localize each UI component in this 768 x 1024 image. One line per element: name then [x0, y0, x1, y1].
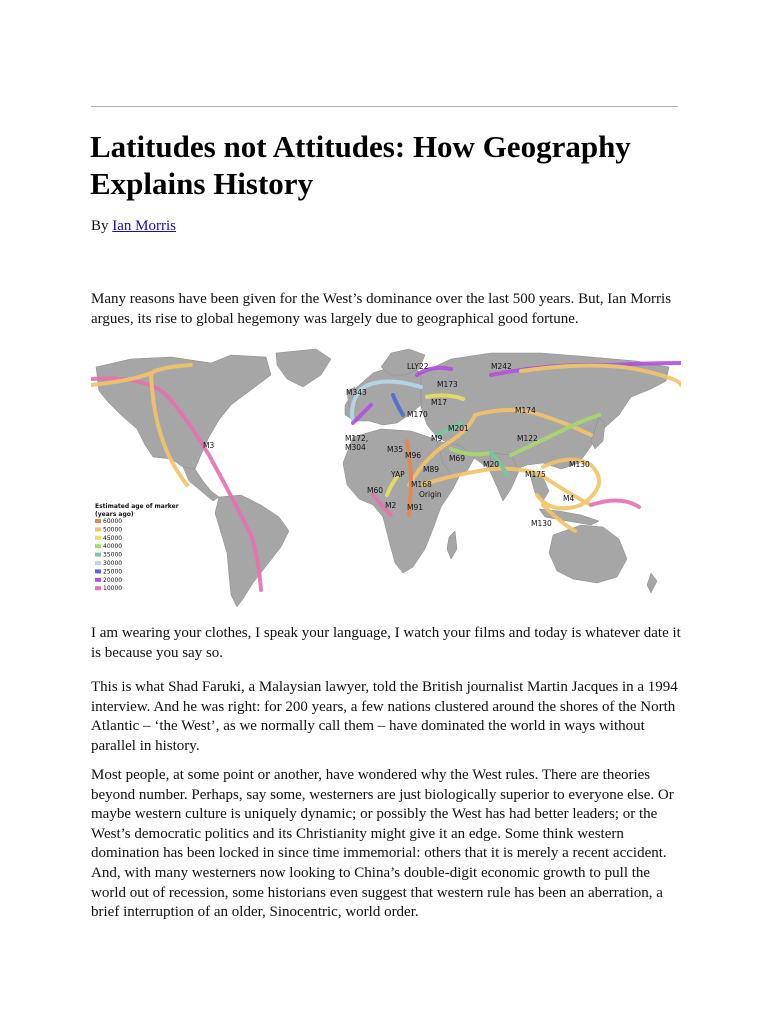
- south-america-landmass: [215, 495, 289, 607]
- byline: [91, 218, 176, 235]
- legend-swatch: [95, 553, 101, 557]
- legend-label: 45000: [103, 534, 123, 542]
- north-america-landmass: [96, 355, 271, 469]
- legend-swatch: [95, 569, 101, 573]
- legend-swatch: [95, 536, 101, 540]
- article-title: Latitudes not Attitudes: How Geography Explains History: [90, 129, 631, 201]
- marker-m4: M4: [563, 494, 575, 503]
- marker-m130-north: M130: [569, 460, 590, 469]
- marker-m130-south: M130: [531, 519, 552, 528]
- legend-swatch: [95, 561, 101, 565]
- legend-label: 35000: [103, 551, 123, 559]
- legend-label: 50000: [103, 526, 123, 534]
- marker-m17: M17: [431, 398, 448, 407]
- marker-m304: M304: [345, 443, 366, 452]
- greenland-landmass: [276, 349, 331, 387]
- marker-m174: M174: [515, 406, 536, 415]
- legend-label: 10000: [103, 585, 123, 593]
- intro-paragraph: Many reasons have been given for the West’s dominance over the last 500 years. But, Ian Morris argues, its rise to global hegemony was largely due to geographical good fortune.: [91, 291, 672, 327]
- marker-origin: Origin: [419, 490, 442, 499]
- marker-m172: M172,: [345, 434, 369, 443]
- marker-m201: M201: [448, 424, 469, 433]
- new-zealand-landmass: [647, 573, 657, 593]
- legend-title-line2: (years ago): [95, 511, 134, 518]
- paragraph-faruki: This is what Shad Faruki, a Malaysian lawyer, told the British journalist Martin Jacques in a 1994 interview. And he was right: for 200 years, a few nations clustered around the shores of the North Atlantic – ‘the West’, as we normally call them – have dominated the world in ways without parallel in history.: [91, 679, 678, 754]
- legend-title-line1: Estimated age of marker: [95, 503, 179, 510]
- legend-label: 40000: [103, 543, 123, 551]
- marker-lly22: LLY22: [407, 362, 429, 371]
- marker-m122: M122: [517, 434, 538, 443]
- australia-landmass: [549, 525, 627, 583]
- legend-label: 20000: [103, 576, 123, 584]
- migration-map: [91, 345, 681, 613]
- marker-yap: YAP: [391, 470, 405, 479]
- legend-swatch: [95, 586, 101, 590]
- marker-m89: M89: [423, 465, 440, 474]
- marker-m170: M170: [407, 410, 428, 419]
- marker-m343: M343: [346, 388, 367, 397]
- marker-m69: M69: [449, 454, 466, 463]
- top-divider: [91, 106, 678, 107]
- legend-label: 25000: [103, 568, 123, 576]
- marker-m9: M9: [431, 434, 443, 443]
- legend-swatch: [95, 578, 101, 582]
- marker-m96: M96: [405, 451, 422, 460]
- byline-prefix: By: [91, 218, 113, 234]
- author-link[interactable]: Ian Morris: [112, 218, 177, 234]
- madagascar-landmass: [447, 531, 457, 559]
- marker-m91: M91: [407, 503, 424, 512]
- paragraph-theories: Most people, at some point or another, have wondered why the West rules. There are theories beyond number. Perhaps, say some, westerners are just biologically superior to everyone else. Or maybe western culture is uniquely dynamic; or possibly the West has had better leaders; or the West’s democratic politics and its Christianity might give it an edge. Some think western domination has been locked in since time immemorial: others that it is merely a recent accident. And, with many westerners now looking to China’s double-digit economic growth to pull the world out of recession, some historians even suggest that western rule has been an aberration, a brief interruption of an older, Sinocentric, world order.: [91, 767, 674, 921]
- legend-swatch: [95, 527, 101, 531]
- marker-m20: M20: [483, 460, 500, 469]
- marker-m242: M242: [491, 362, 512, 371]
- legend-label: 30000: [103, 560, 123, 567]
- marker-m175: M175: [525, 470, 546, 479]
- marker-m35: M35: [387, 445, 404, 454]
- map-legend: [95, 503, 179, 592]
- marker-m173: M173: [437, 380, 458, 389]
- marker-m3: M3: [203, 441, 215, 450]
- route-m4: [591, 500, 639, 507]
- marker-m2: M2: [385, 501, 397, 510]
- legend-label: 60000: [103, 518, 123, 525]
- legend-swatch: [95, 519, 101, 523]
- legend-swatch: [95, 544, 101, 548]
- paragraph-quote: I am wearing your clothes, I speak your language, I watch your films and today is whatever date it is because you say so.: [91, 625, 681, 661]
- marker-m60: M60: [367, 486, 384, 495]
- marker-m168: M168: [411, 480, 432, 489]
